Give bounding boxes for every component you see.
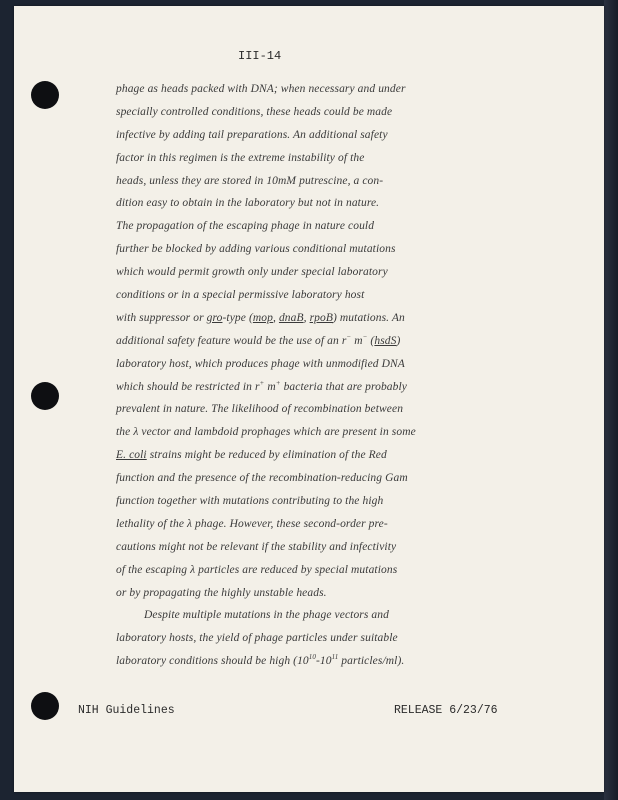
text-span: particles/ml). bbox=[338, 655, 405, 668]
text-span: which should be restricted in r bbox=[116, 380, 260, 393]
text-span: ) mutations. An bbox=[332, 311, 405, 324]
superscript: − bbox=[346, 332, 352, 341]
text-line: laboratory host, which produces phage with unmodified DNA bbox=[116, 357, 405, 370]
text-span: strains might be reduced by elimination of the Red bbox=[146, 449, 387, 462]
text-span: , bbox=[272, 311, 279, 324]
text-span: , bbox=[303, 311, 310, 324]
text-line: laboratory hosts, the yield of phage particles under suitable bbox=[116, 632, 398, 645]
text-span: ) bbox=[396, 334, 401, 347]
text-span: with suppressor or bbox=[116, 311, 207, 324]
text-line: function and the presence of the recombination-reducing Gam bbox=[116, 472, 408, 485]
punch-hole bbox=[31, 81, 59, 109]
punch-hole bbox=[31, 382, 59, 410]
text-line: prevalent in nature. The likelihood of recombination between bbox=[116, 403, 404, 416]
gene-hsds: hsdS bbox=[374, 334, 397, 347]
background-edge bbox=[604, 0, 618, 800]
gene-dnab: dnaB bbox=[278, 311, 304, 324]
text-line: Despite multiple mutations in the phage vectors and bbox=[144, 609, 389, 622]
superscript: − bbox=[362, 332, 368, 341]
text-line bbox=[116, 330, 516, 353]
superscript: 11 bbox=[331, 653, 339, 662]
text-span: -10 bbox=[316, 655, 332, 668]
text-span: -type ( bbox=[222, 311, 253, 324]
page-number: III-14 bbox=[238, 49, 282, 63]
text-line: which would permit growth only under special laboratory bbox=[116, 266, 388, 279]
text-span: bacteria that are probably bbox=[280, 380, 408, 393]
text-line: of the escaping λ particles are reduced by special mutations bbox=[116, 563, 398, 576]
text-span: laboratory conditions should be high (10 bbox=[116, 655, 309, 668]
text-line: the λ vector and lambdoid prophages which are present in some bbox=[116, 426, 416, 439]
footer-title: NIH Guidelines bbox=[78, 704, 175, 717]
species-name: E. coli bbox=[116, 449, 147, 462]
text-line: or by propagating the highly unstable heads. bbox=[116, 586, 327, 599]
text-line bbox=[116, 650, 516, 673]
text-line bbox=[116, 376, 516, 399]
text-line bbox=[116, 444, 516, 467]
text-line: heads, unless they are stored in 10mM putrescine, a con- bbox=[116, 174, 384, 187]
text-line: phage as heads packed with DNA; when necessary and under bbox=[116, 83, 406, 95]
text-line: The propagation of the escaping phage in nature could bbox=[116, 220, 375, 233]
text-line: dition easy to obtain in the laboratory but not in nature. bbox=[116, 197, 380, 210]
text-span: m bbox=[264, 380, 276, 393]
text-span: additional safety feature would be the use of an r bbox=[116, 334, 347, 347]
superscript: + bbox=[259, 378, 265, 387]
text-line: cautions might not be relevant if the stability and infectivity bbox=[116, 540, 397, 553]
text-line: factor in this regimen is the extreme instability of the bbox=[116, 151, 365, 164]
gene-gro: gro bbox=[206, 311, 223, 324]
footer-release: RELEASE 6/23/76 bbox=[394, 704, 498, 717]
text-line bbox=[116, 307, 516, 330]
gene-rpob: rpoB bbox=[309, 311, 333, 324]
text-line: conditions or in a special permissive laboratory host bbox=[116, 289, 365, 302]
text-line: function together with mutations contributing to the high bbox=[116, 495, 384, 508]
text-line: infective by adding tail preparations. An additional safety bbox=[116, 128, 388, 141]
text-span: m bbox=[351, 334, 363, 347]
text-line: further be blocked by adding various conditional mutations bbox=[116, 243, 396, 256]
superscript: + bbox=[275, 378, 281, 387]
text-span: ( bbox=[367, 334, 375, 347]
gene-mop: mop bbox=[252, 311, 273, 324]
body-text bbox=[116, 78, 516, 673]
text-line: specially controlled conditions, these heads could be made bbox=[116, 105, 393, 118]
punch-hole bbox=[31, 692, 59, 720]
text-line: lethality of the λ phage. However, these second-order pre- bbox=[116, 517, 388, 530]
superscript: 10 bbox=[308, 653, 316, 662]
